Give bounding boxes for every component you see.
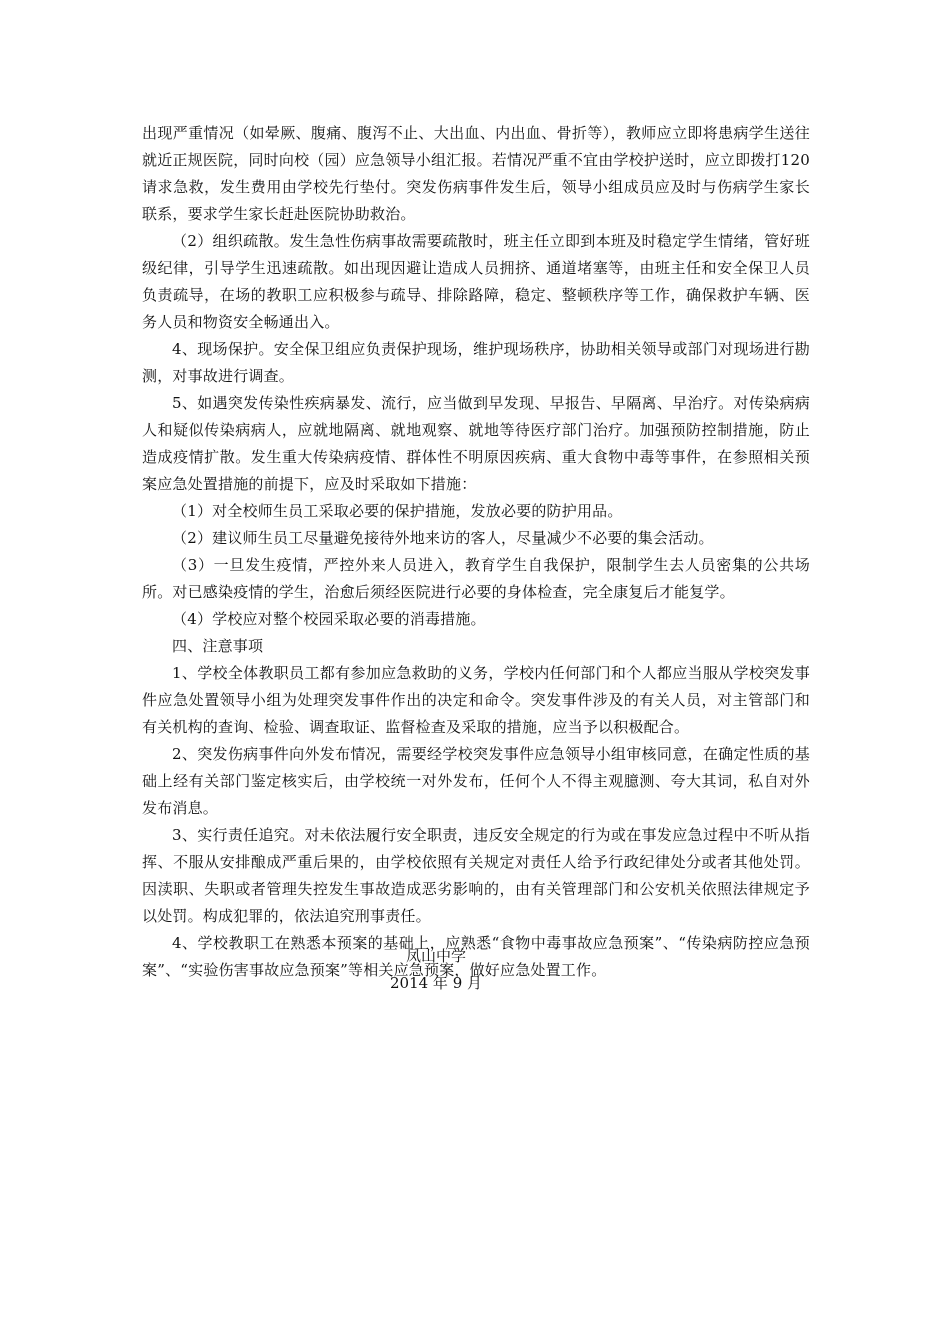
paragraph-organize-evacuation: （2）组织疏散。发生急性伤病事故需要疏散时，班主任立即到本班及时稳定学生情绪，管好班级纪律，引导学生迅速疏散。如出现因避让造成人员拥挤、通道堵塞等，由班主任和安全保卫人员负责疏导，在场的教职工应积极参与疏导、排除路障，稳定、整顿秩序等工作，确保救护车辆、医务人员和物资安全畅通出入。	[142, 232, 810, 331]
signature-organization: 凤山中学	[405, 947, 466, 965]
paragraph-note-4: 4、学校教职工在熟悉本预案的基础上，应熟悉“食物中毒事故应急预案”、“传染病防控应急预案”、“实验伤害事故应急预案”等相关应急预案，做好应急处置工作。	[142, 934, 810, 979]
paragraph-note-3: 3、实行责任追究。对未依法履行安全职责，违反安全规定的行为或在事发应急过程中不听从指挥、不服从安排酿成严重后果的，由学校依照有关规定对责任人给予行政纪律处分或者其他处罚。因渎职、失职或者管理失控发生事故造成恶劣影响的，由有关管理部门和公安机关依照法律规定予以处罚。构成犯罪的，依法追究刑事责任。	[142, 826, 810, 925]
paragraph-measure-2: （2）建议师生员工尽量避免接待外地来访的客人，尽量减少不必要的集会活动。	[172, 529, 714, 547]
paragraph-measure-1: （1）对全校师生员工采取必要的保护措施，发放必要的防护用品。	[172, 502, 623, 520]
section-heading-notes: 四、注意事项	[172, 637, 264, 655]
document-page	[142, 120, 810, 1220]
paragraph-serious-condition: 出现严重情况（如晕厥、腹痛、腹泻不止、大出血、内出血、骨折等），教师应立即将患病学生送往就近正规医院，同时向校（园）应急领导小组汇报。若情况严重不宜由学校护送时，应立即拨打120请求急救，发生费用由学校先行垫付。突发伤病事件发生后，领导小组成员应及时与伤病学生家长联系，要求学生家长赶赴医院协助救治。	[142, 124, 810, 223]
paragraph-infectious-disease: 5、如遇突发传染性疾病暴发、流行，应当做到早发现、早报告、早隔离、早治疗。对传染病病人和疑似传染病病人，应就地隔离、就地观察、就地等待医疗部门治疗。加强预防控制措施，防止造成疫情扩散。发生重大传染病疫情、群体性不明原因疾病、重大食物中毒等事件，在参照相关预案应急处置措施的前提下，应及时采取如下措施：	[142, 394, 810, 493]
signature-date: 2014 年 9 月	[389, 974, 483, 992]
document-body	[142, 120, 810, 984]
paragraph-measure-3: （3）一旦发生疫情，严控外来人员进入，教育学生自我保护，限制学生去人员密集的公共场所。对已感染疫情的学生，治愈后须经医院进行必要的身体检查，完全康复后才能复学。	[142, 556, 810, 601]
paragraph-note-1: 1、学校全体教职员工都有参加应急救助的义务，学校内任何部门和个人都应当服从学校突发事件应急处置领导小组为处理突发事件作出的决定和命令。突发事件涉及的有关人员，对主管部门和有关机构的查询、检验、调查取证、监督检查及采取的措施，应当予以积极配合。	[142, 664, 810, 736]
paragraph-note-2: 2、突发伤病事件向外发布情况，需要经学校突发事件应急领导小组审核同意，在确定性质的基础上经有关部门鉴定核实后，由学校统一对外发布，任何个人不得主观臆测、夸大其词，私自对外发布消息。	[142, 745, 810, 817]
signature-block	[142, 943, 810, 997]
paragraph-measure-4: （4）学校应对整个校园采取必要的消毒措施。	[172, 610, 486, 628]
paragraph-scene-protection: 4、现场保护。安全保卫组应负责保护现场，维护现场秩序，协助相关领导或部门对现场进行勘测，对事故进行调查。	[142, 340, 810, 385]
